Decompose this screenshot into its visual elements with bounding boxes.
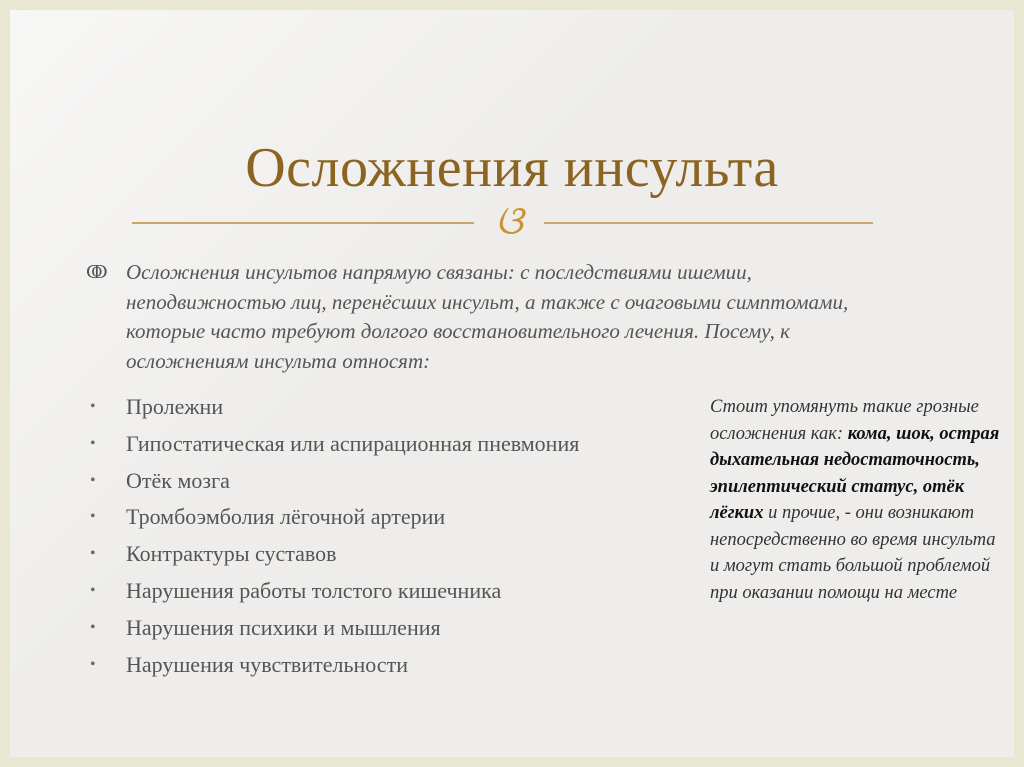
title-divider [132,198,873,243]
list-item [90,576,690,613]
intro-paragraph [86,258,886,376]
bullet-dot: • [90,545,96,563]
list-item [90,466,690,503]
list-item-text: Тромбоэмболия лёгочной артерии [126,504,446,530]
bullet-dot: • [90,618,96,636]
bullet-dot: • [90,581,96,599]
list-item [90,613,690,650]
bullet-dot: • [90,398,96,415]
side-note-lead: Стоит упомянуть такие грозные осложнения как: [710,397,979,444]
bullet-ornament-icon: ↂ [86,262,108,282]
intro-text: Осложнения инсультов напрямую связаны: с последствиями ишемии, неподвижностью лиц, перенёсших инсульт, а также с очаговыми симптомами, которые часто требуют долгого восстановительного лечения. Посему, к осложнениям инсульта относят: [126,260,849,373]
list-item-text: Гипостатическая или аспирационная пневмония [126,430,580,456]
divider-line-right [544,222,873,224]
bullet-dot: • [90,471,96,489]
list-item-text: Отёк мозга [126,467,230,493]
list-item [90,502,690,539]
list-item [90,429,690,466]
list-item [90,539,690,576]
bullet-dot: • [90,655,96,673]
list-item-text: Нарушения психики и мышления [126,614,441,640]
side-note-tail: и прочие, - они возникают непосредственно во время инсульта и могут стать большой проблемой при оказании помощи на месте [710,503,996,603]
complications-list [90,392,690,686]
list-item [90,650,690,687]
ornament-icon: ଓ [495,198,523,243]
bullet-dot: • [90,434,96,452]
divider-line-left [132,222,474,224]
list-item-text: Нарушения чувствительности [126,651,408,677]
side-note [710,394,1000,606]
slide-title: Осложнения инсульта [245,136,779,199]
side-note-bold: кома, шок, острая дыхательная недостаточность, эпилептический статус, отёк лёгких [710,423,1000,523]
slide [10,10,1014,757]
list-item-text: Пролежни [126,394,224,419]
list-item-text: Нарушения работы толстого кишечника [126,577,502,603]
list-item [90,392,690,429]
list-item-text: Контрактуры суставов [126,541,337,567]
bullet-dot: • [90,508,96,526]
